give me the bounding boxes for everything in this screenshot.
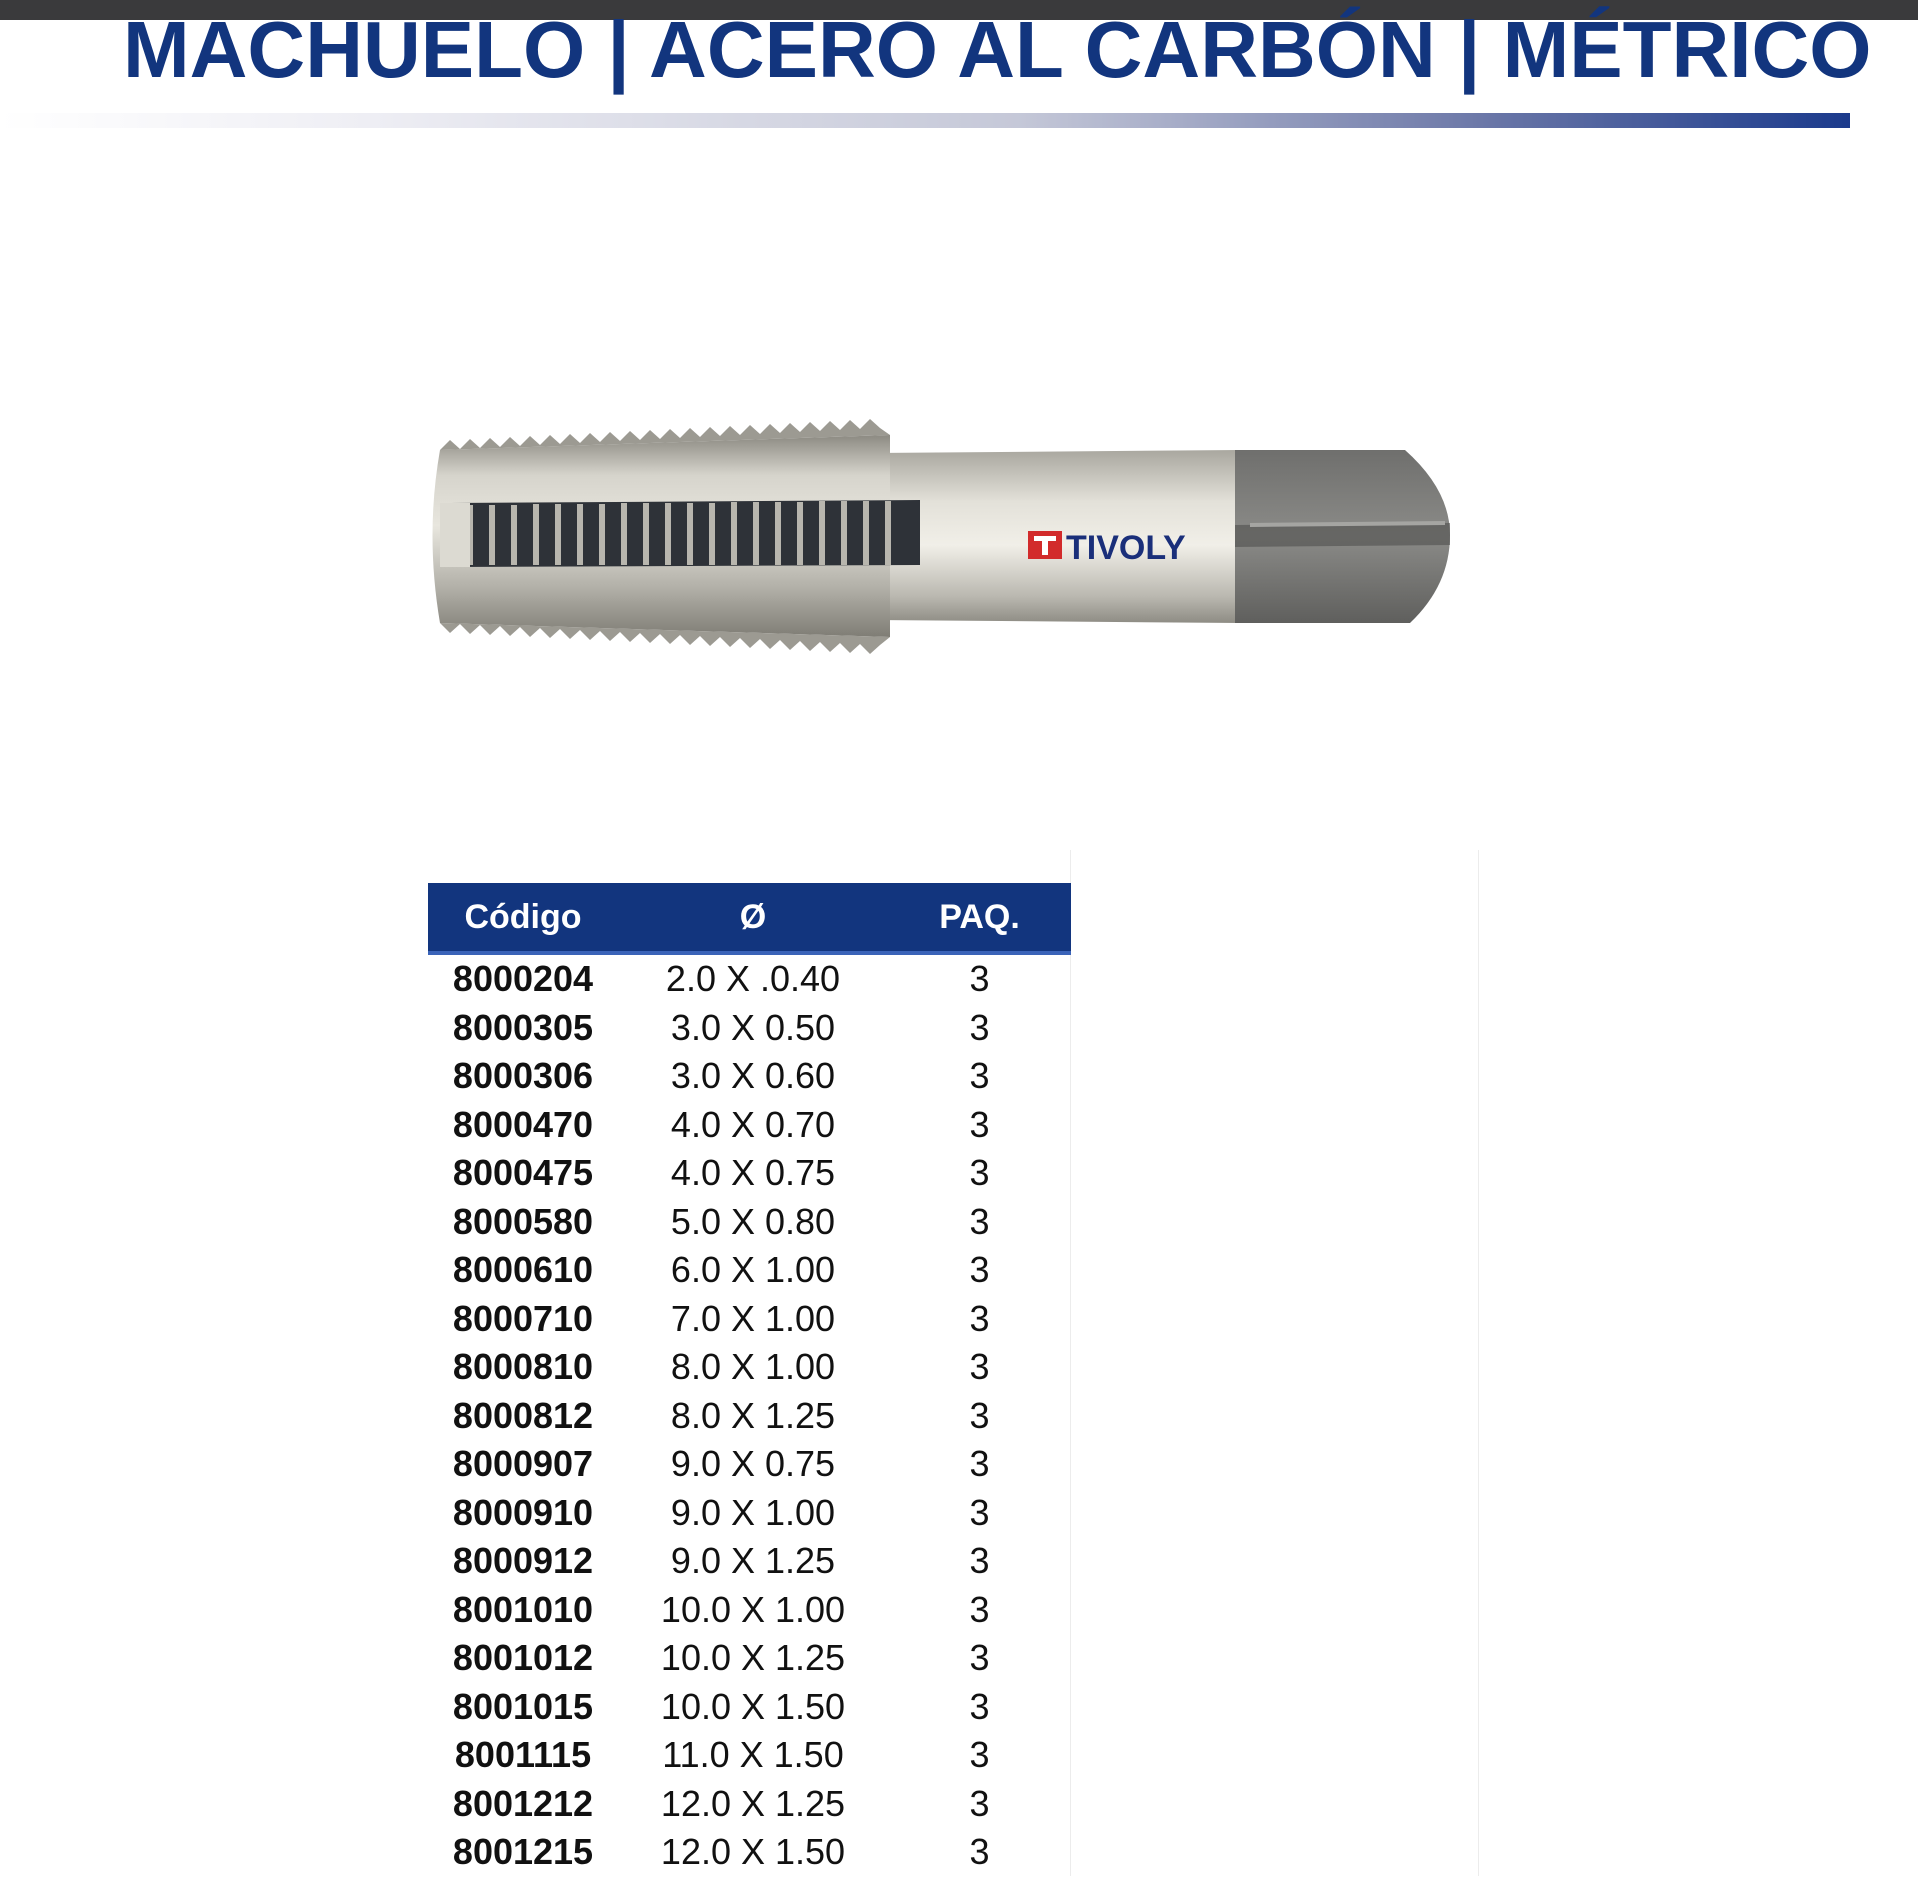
cell-paq: 3 xyxy=(969,1734,990,1776)
table-row xyxy=(428,1295,1071,1344)
table-row xyxy=(428,1683,1071,1732)
cell-code: 8000470 xyxy=(452,1103,594,1145)
cell-size: 12.0 X 1.50 xyxy=(660,1831,846,1873)
tap-tool-image xyxy=(420,405,1460,675)
cell-code: 8000306 xyxy=(452,1055,594,1097)
cell-size: 11.0 X 1.50 xyxy=(662,1734,844,1776)
cell-code: 8000610 xyxy=(452,1249,594,1291)
cell-paq: 3 xyxy=(969,1006,990,1048)
header-diameter: Ø xyxy=(618,883,888,953)
cell-paq: 3 xyxy=(969,1782,990,1824)
cell-size: 10.0 X 1.25 xyxy=(660,1637,846,1679)
cell-paq: 3 xyxy=(969,1443,990,1485)
table-row xyxy=(428,1489,1071,1538)
cell-size: 9.0 X 1.00 xyxy=(670,1491,836,1533)
cell-paq: 3 xyxy=(969,1588,990,1630)
cell-paq: 3 xyxy=(969,1491,990,1533)
table-row xyxy=(428,1343,1071,1392)
cell-paq: 3 xyxy=(969,1297,990,1339)
cell-code: 8000204 xyxy=(452,958,594,1000)
cell-paq: 3 xyxy=(969,1685,990,1727)
cell-paq: 3 xyxy=(969,1831,990,1873)
cell-code: 8000810 xyxy=(452,1346,594,1388)
title-underline xyxy=(0,113,1850,128)
table-row xyxy=(428,1149,1071,1198)
header-paq: PAQ. xyxy=(888,883,1071,953)
table-row xyxy=(428,1537,1071,1586)
cell-code: 8001215 xyxy=(452,1831,594,1873)
product-code-table xyxy=(428,883,1071,1877)
cell-size: 3.0 X 0.60 xyxy=(670,1055,836,1097)
table-row xyxy=(428,1198,1071,1247)
table-row xyxy=(428,953,1071,1004)
cell-code: 8001115 xyxy=(454,1734,592,1776)
svg-text:TIVOLY: TIVOLY xyxy=(1066,529,1186,567)
table-row xyxy=(428,1731,1071,1780)
column-divider xyxy=(1478,850,1479,1876)
table-row xyxy=(428,1634,1071,1683)
cell-code: 8000907 xyxy=(452,1443,594,1485)
table-row xyxy=(428,1101,1071,1150)
cell-size: 8.0 X 1.25 xyxy=(670,1394,836,1436)
cell-paq: 3 xyxy=(969,1394,990,1436)
cell-size: 3.0 X 0.50 xyxy=(670,1006,836,1048)
cell-code: 8000580 xyxy=(452,1200,594,1242)
cell-code: 8001012 xyxy=(452,1637,594,1679)
page-title: MACHUELO | ACERO AL CARBÓN | MÉTRICO xyxy=(123,5,1872,94)
cell-size: 8.0 X 1.00 xyxy=(670,1346,836,1388)
table-row xyxy=(428,1004,1071,1053)
cell-code: 8000910 xyxy=(452,1491,594,1533)
cell-code: 8000710 xyxy=(452,1297,594,1339)
table-header-row xyxy=(428,883,1071,953)
table-row xyxy=(428,1052,1071,1101)
table-row xyxy=(428,1440,1071,1489)
cell-code: 8000475 xyxy=(452,1152,594,1194)
cell-code: 8000912 xyxy=(452,1540,594,1582)
table-row xyxy=(428,1828,1071,1877)
cell-paq: 3 xyxy=(969,1249,990,1291)
header-codigo: Código xyxy=(428,883,618,953)
table-row xyxy=(428,1586,1071,1635)
cell-paq: 3 xyxy=(969,1637,990,1679)
cell-size: 9.0 X 0.75 xyxy=(670,1443,836,1485)
table-row xyxy=(428,1392,1071,1441)
cell-code: 8000305 xyxy=(452,1006,594,1048)
table-row xyxy=(428,1780,1071,1829)
cell-size: 10.0 X 1.00 xyxy=(660,1588,846,1630)
cell-paq: 3 xyxy=(969,1346,990,1388)
table-row xyxy=(428,1246,1071,1295)
cell-paq: 3 xyxy=(969,1103,990,1145)
cell-paq: 3 xyxy=(969,1540,990,1582)
cell-size: 9.0 X 1.25 xyxy=(670,1540,836,1582)
cell-paq: 3 xyxy=(969,1055,990,1097)
cell-size: 5.0 X 0.80 xyxy=(670,1200,836,1242)
cell-code: 8001010 xyxy=(452,1588,594,1630)
cell-size: 2.0 X .0.40 xyxy=(665,958,841,1000)
cell-code: 8000812 xyxy=(452,1394,594,1436)
cell-paq: 3 xyxy=(969,1200,990,1242)
cell-size: 10.0 X 1.50 xyxy=(660,1685,846,1727)
cell-size: 4.0 X 0.75 xyxy=(670,1152,836,1194)
cell-size: 12.0 X 1.25 xyxy=(660,1782,846,1824)
cell-size: 4.0 X 0.70 xyxy=(670,1103,836,1145)
cell-size: 6.0 X 1.00 xyxy=(670,1249,836,1291)
cell-code: 8001212 xyxy=(452,1782,594,1824)
cell-size: 7.0 X 1.00 xyxy=(670,1297,836,1339)
cell-paq: 3 xyxy=(969,958,990,1000)
cell-paq: 3 xyxy=(969,1152,990,1194)
cell-code: 8001015 xyxy=(452,1685,594,1727)
